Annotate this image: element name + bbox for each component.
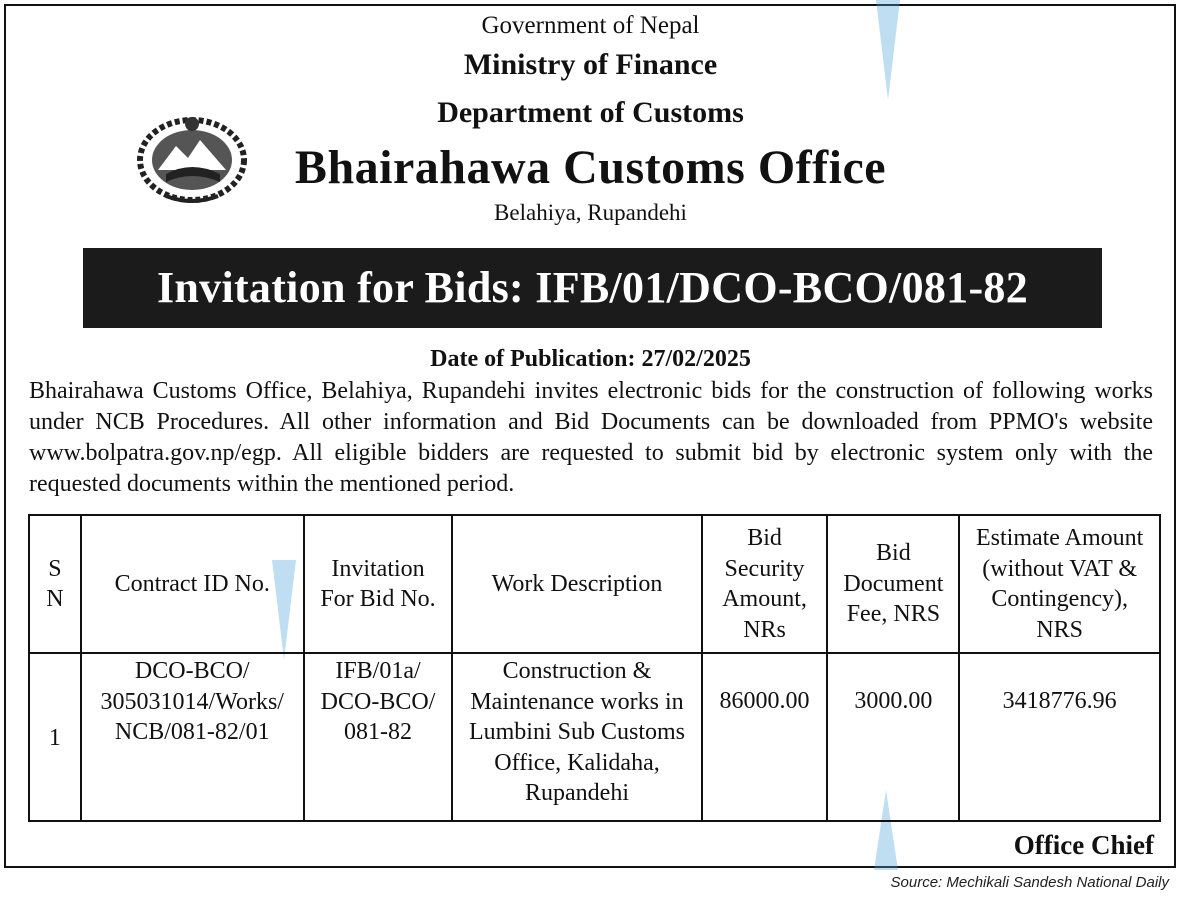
department-line: Department of Customs (437, 96, 744, 129)
header-bid-security: Bid Security Amount, NRs (702, 515, 828, 653)
header-document-fee: Bid Document Fee, NRS (827, 515, 959, 653)
source-credit: Source: Mechikali Sandesh National Daily (890, 874, 1169, 891)
table-header-row (29, 515, 1160, 653)
header-estimate-amount: Estimate Amount (without VAT & Contingency), NRS (959, 515, 1160, 653)
ifb-title-banner: Invitation for Bids: IFB/01/DCO-BCO/081-82 (83, 248, 1102, 328)
header-sn: S N (29, 515, 81, 653)
bids-table (28, 514, 1161, 822)
signatory: Office Chief (1013, 830, 1154, 860)
cell-sn: 1 (29, 653, 81, 821)
table-row (29, 653, 1160, 821)
office-address: Belahiya, Rupandehi (494, 200, 687, 225)
government-line: Government of Nepal (481, 12, 700, 39)
cell-estimate-amount: 3418776.96 (959, 653, 1160, 821)
publication-date: Date of Publication: 27/02/2025 (430, 346, 751, 372)
cell-document-fee: 3000.00 (827, 653, 959, 821)
header-work-description: Work Description (452, 515, 701, 653)
cell-ifb-no: IFB/01a/ DCO-BCO/ 081-82 (304, 653, 453, 821)
cell-work-description: Construction & Maintenance works in Lumbini Sub Customs Office, Kalidaha, Rupandehi (452, 653, 701, 821)
office-name: Bhairahawa Customs Office (294, 141, 887, 194)
header-ifb-no: Invitation For Bid No. (304, 515, 453, 653)
notice-body: Bhairahawa Customs Office, Belahiya, Rupandehi invites electronic bids for the construction of following works under NCB Procedures. All other information and Bid Documents can be downloaded from PPMO's website www.bolpatra.gov.np/egp. All eligible bidders are requested to submit bid by electronic system only with the requested documents within the mentioned period. (29, 378, 1153, 497)
cell-bid-security: 86000.00 (702, 653, 828, 821)
header-contract-id: Contract ID No. (81, 515, 304, 653)
cell-contract-id: DCO-BCO/ 305031014/Works/ NCB/081-82/01 (81, 653, 304, 821)
ministry-line: Ministry of Finance (463, 48, 718, 81)
